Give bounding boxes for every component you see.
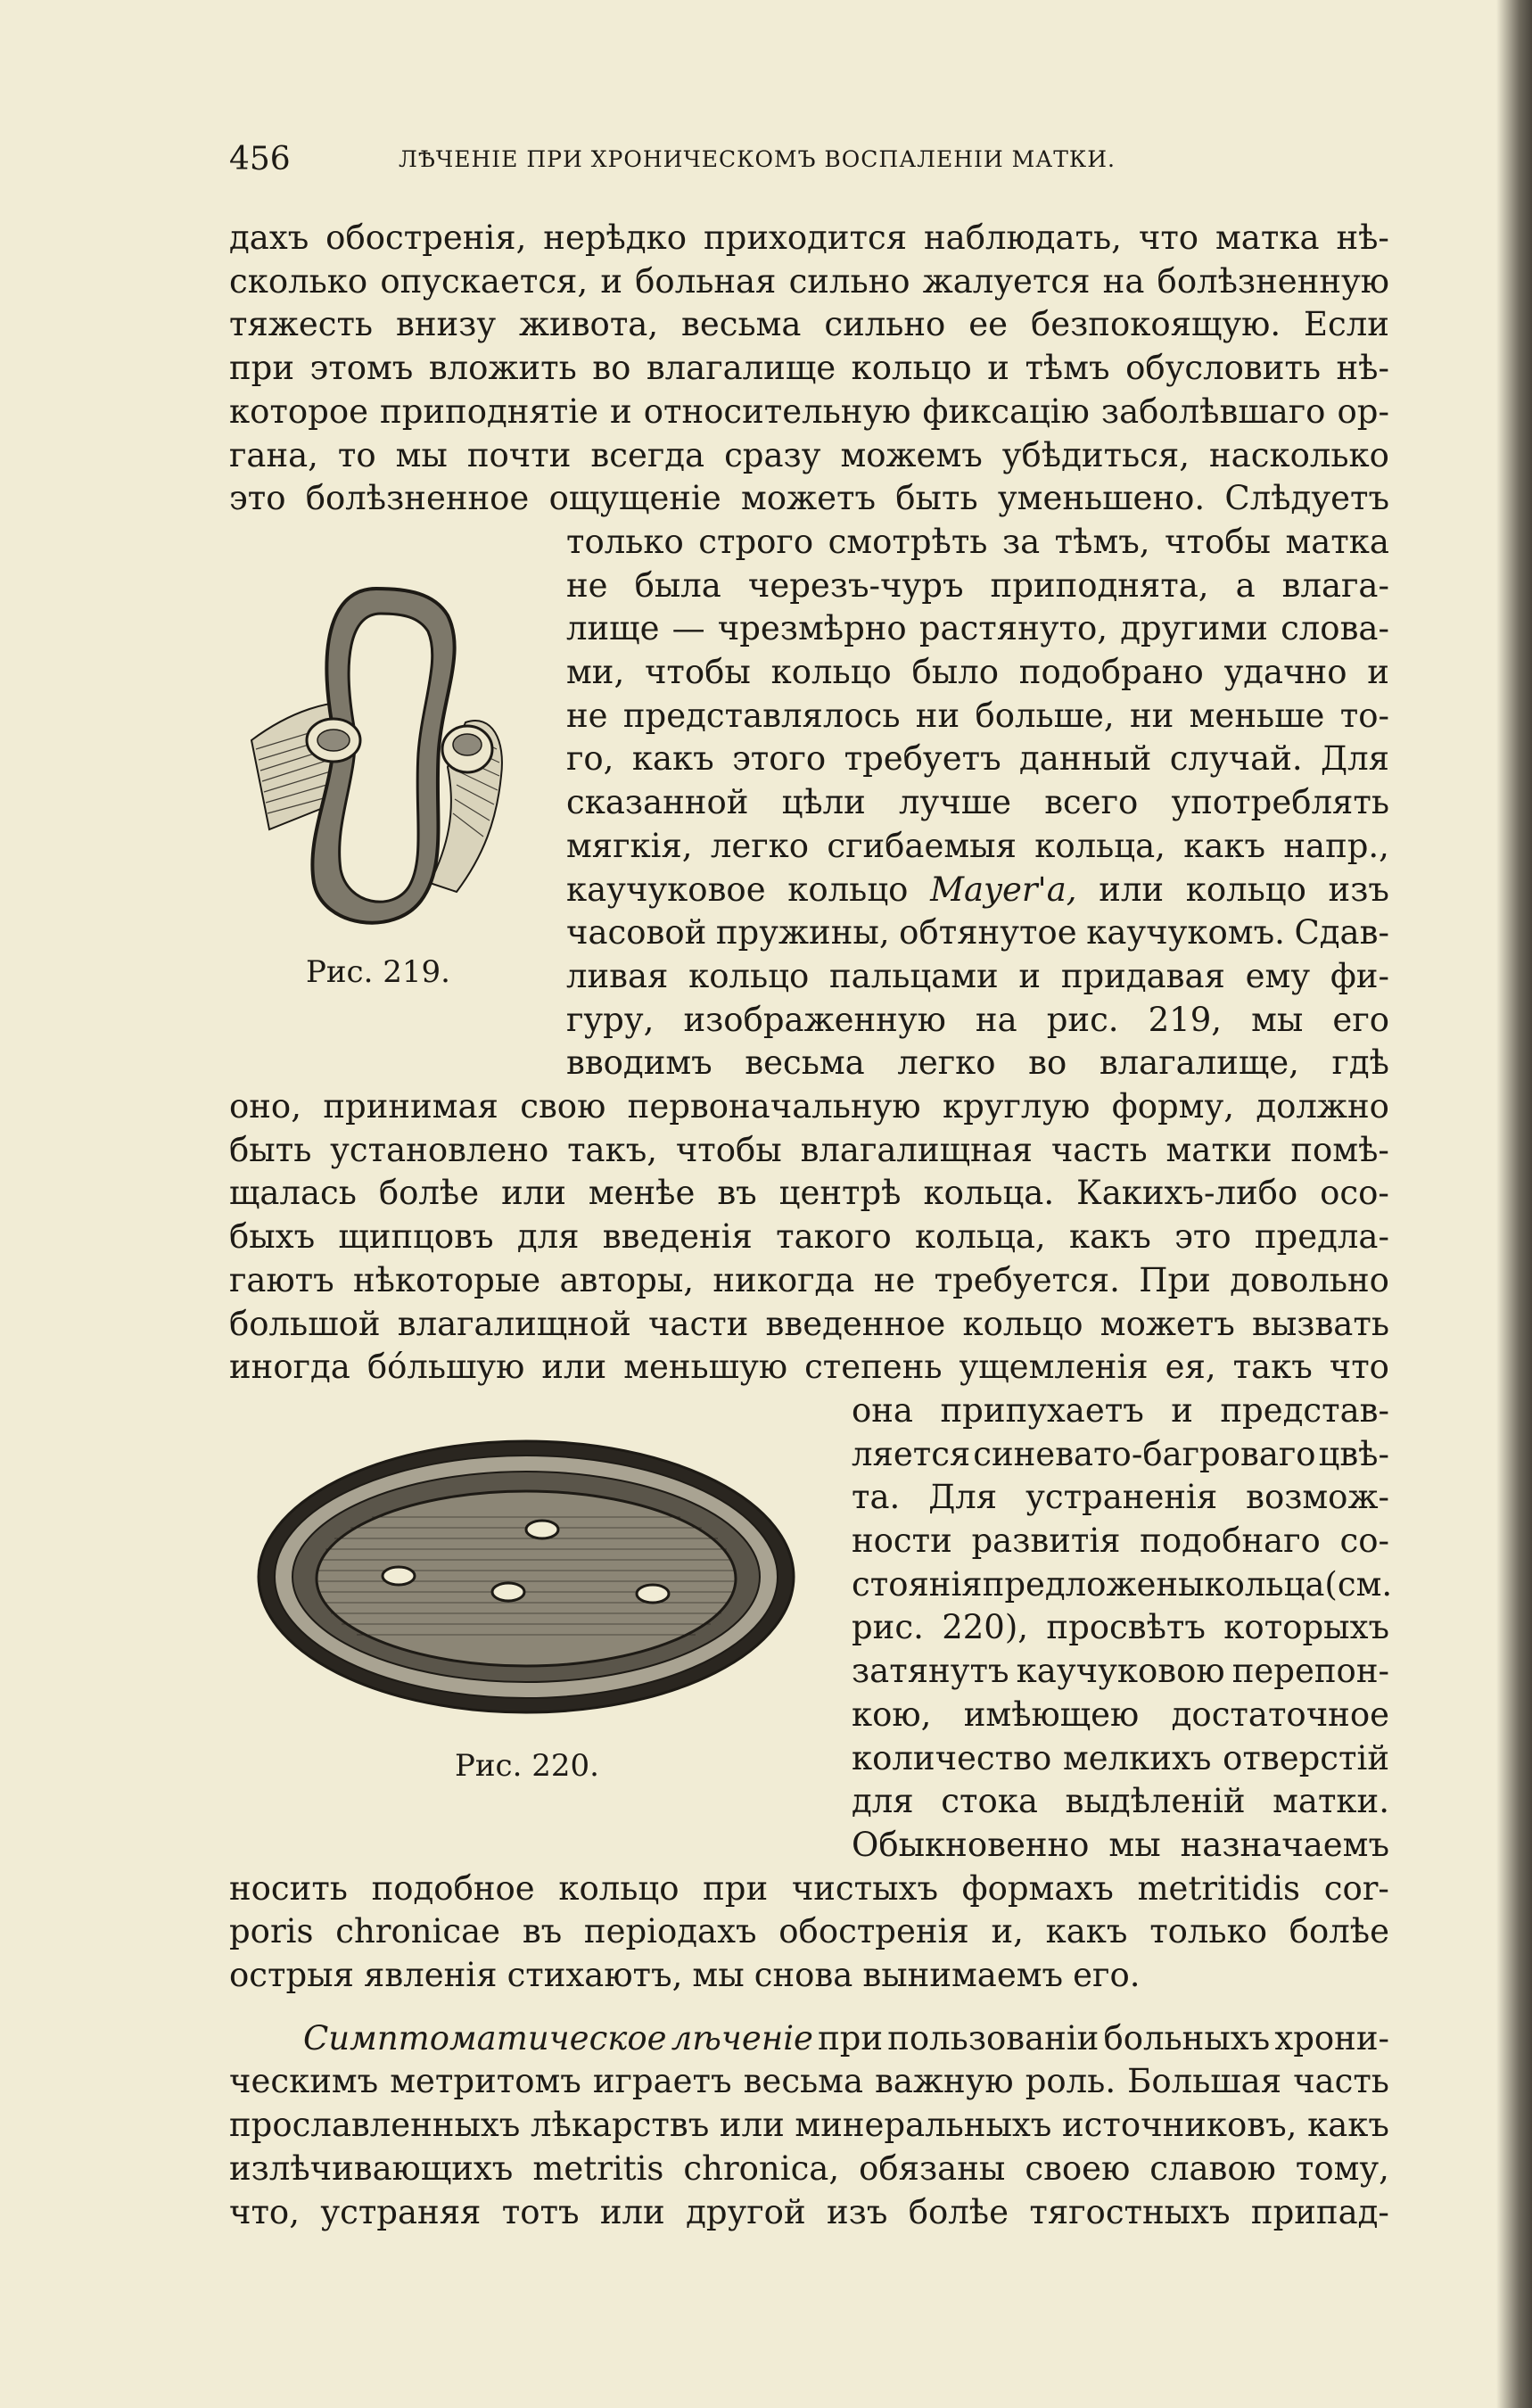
page-edge-shadow xyxy=(1496,0,1532,2408)
text-line: которое приподнятіе и относительную фиксацію заболѣвшаго ор- xyxy=(229,392,1389,431)
text-line: тяжесть внизу живота, весьма сильно ее безпокоящую. Если xyxy=(229,305,1389,344)
text-line: это болѣзненное ощущеніе можетъ быть уменьшено. Слѣдуетъ xyxy=(229,479,1389,518)
text-line: иногда бо́льшую или меньшую степень ущемленія ея, такъ что xyxy=(229,1348,1389,1387)
text-line: излѣчивающихъ metritis chronica, обязаны своею славою тому, xyxy=(229,2148,1389,2188)
text-line: ляется синевато-багроваго цвѣ- xyxy=(852,1434,1389,1473)
figure-219-illustration xyxy=(234,562,519,945)
text-line: та. Для устраненія возмож- xyxy=(852,1478,1389,1517)
text-line: рис. 220), просвѣтъ которыхъ xyxy=(852,1608,1389,1647)
text-line: прославленныхъ лѣкарствъ или минеральныхъ источниковъ, какъ xyxy=(229,2106,1389,2145)
figure-220-caption: Рис. 220. xyxy=(455,1748,599,1784)
text-line: быхъ щипцовъ для введенія такого кольца, какъ это предла- xyxy=(229,1217,1389,1257)
text-line: го, какъ этого требуетъ данный случай. Для xyxy=(566,739,1389,779)
text-line: затянутъ каучуковою перепон- xyxy=(852,1652,1389,1691)
text-line: каучуковое кольцо Mayer'а, или кольцо изъ xyxy=(566,870,1389,909)
text-line: гана, то мы почти всегда сразу можемъ убѣдиться, насколько xyxy=(229,435,1389,474)
text-line: ми, чтобы кольцо было подобрано удачно и xyxy=(566,653,1389,691)
text-line: она припухаетъ и представ- xyxy=(852,1390,1389,1430)
text-line: при этомъ вложить во влагалище кольцо и тѣмъ обусловить нѣ- xyxy=(229,349,1389,388)
text-line: острыя явленія стихаютъ, мы снова вынимаемъ его. xyxy=(229,1956,1141,1994)
text-line: мягкія, легко сгибаемыя кольца, какъ напр., xyxy=(566,826,1389,865)
text-line: только строго смотрѣть за тѣмъ, чтобы матка xyxy=(566,522,1389,561)
text-line: сколько опускается, и больная сильно жалуется на болѣзненную xyxy=(229,261,1389,301)
text-line: для стока выдѣленій матки. xyxy=(852,1782,1389,1821)
figure-219-caption: Рис. 219. xyxy=(306,954,450,990)
running-header xyxy=(229,140,1183,179)
text-line: дахъ обостренія, нерѣдко приходится наблюдать, что матка нѣ- xyxy=(229,219,1389,257)
running-title: ЛѢЧЕНІЕ ПРИ ХРОНИЧЕСКОМЪ ВОСПАЛЕНІИ МАТКИ. xyxy=(399,146,1116,172)
text-line: гаютъ нѣкоторые авторы, никогда не требуется. При довольно xyxy=(229,1260,1389,1299)
text-line: кою, имѣющею достаточное xyxy=(852,1695,1389,1734)
text-line: часовой пружины, обтянутое каучукомъ. Сдав- xyxy=(566,913,1389,952)
text-line: носить подобное кольцо при чистыхъ формахъ metritidis cor- xyxy=(229,1868,1389,1908)
text-line: лище — чрезмѣрно растянуто, другими слова- xyxy=(566,609,1389,648)
text-line: ности развитія подобнаго со- xyxy=(852,1521,1389,1560)
text-line: не представлялось ни больше, ни меньше то- xyxy=(566,696,1389,735)
figure-220-illustration xyxy=(254,1431,798,1726)
text-line: стоянія предложены кольца (см. xyxy=(852,1564,1393,1604)
text-line: большой влагалищной части введенное кольцо можетъ вызвать xyxy=(229,1304,1389,1343)
text-line: сказанной цѣли лучше всего употреблять xyxy=(566,783,1389,822)
text-line: ливая кольцо пальцами и придавая ему фи- xyxy=(566,956,1389,995)
text-line: гуру, изображенную на рис. 219, мы его xyxy=(566,1000,1389,1039)
text-line: не была черезъ-чуръ приподнята, а влага- xyxy=(566,565,1389,605)
text-line: щалась болѣе или менѣе въ центрѣ кольца. Какихъ-либо осо- xyxy=(229,1174,1389,1213)
text-line: количество мелкихъ отверстій xyxy=(852,1738,1389,1777)
text-line: poris chronicae въ періодахъ обостренія и, какъ только болѣе xyxy=(229,1912,1389,1951)
text-line: вводимъ весьма легко во влагалище, гдѣ xyxy=(566,1043,1389,1083)
text-line: что, устраняя тотъ или другой изъ болѣе тягостныхъ припад- xyxy=(229,2192,1389,2231)
text-line: Симптоматическое лѣченіе при пользованіи больныхъ хрони- xyxy=(303,2018,1389,2058)
text-line: Обыкновенно мы назначаемъ xyxy=(852,1825,1389,1864)
text-line: быть установлено такъ, чтобы влагалищная часть матки помѣ- xyxy=(229,1130,1389,1169)
text-line: оно, принимая свою первоначальную круглую форму, должно xyxy=(229,1087,1389,1126)
text-line: ческимъ метритомъ играетъ весьма важную роль. Большая часть xyxy=(229,2062,1389,2101)
page-number: 456 xyxy=(229,141,291,177)
